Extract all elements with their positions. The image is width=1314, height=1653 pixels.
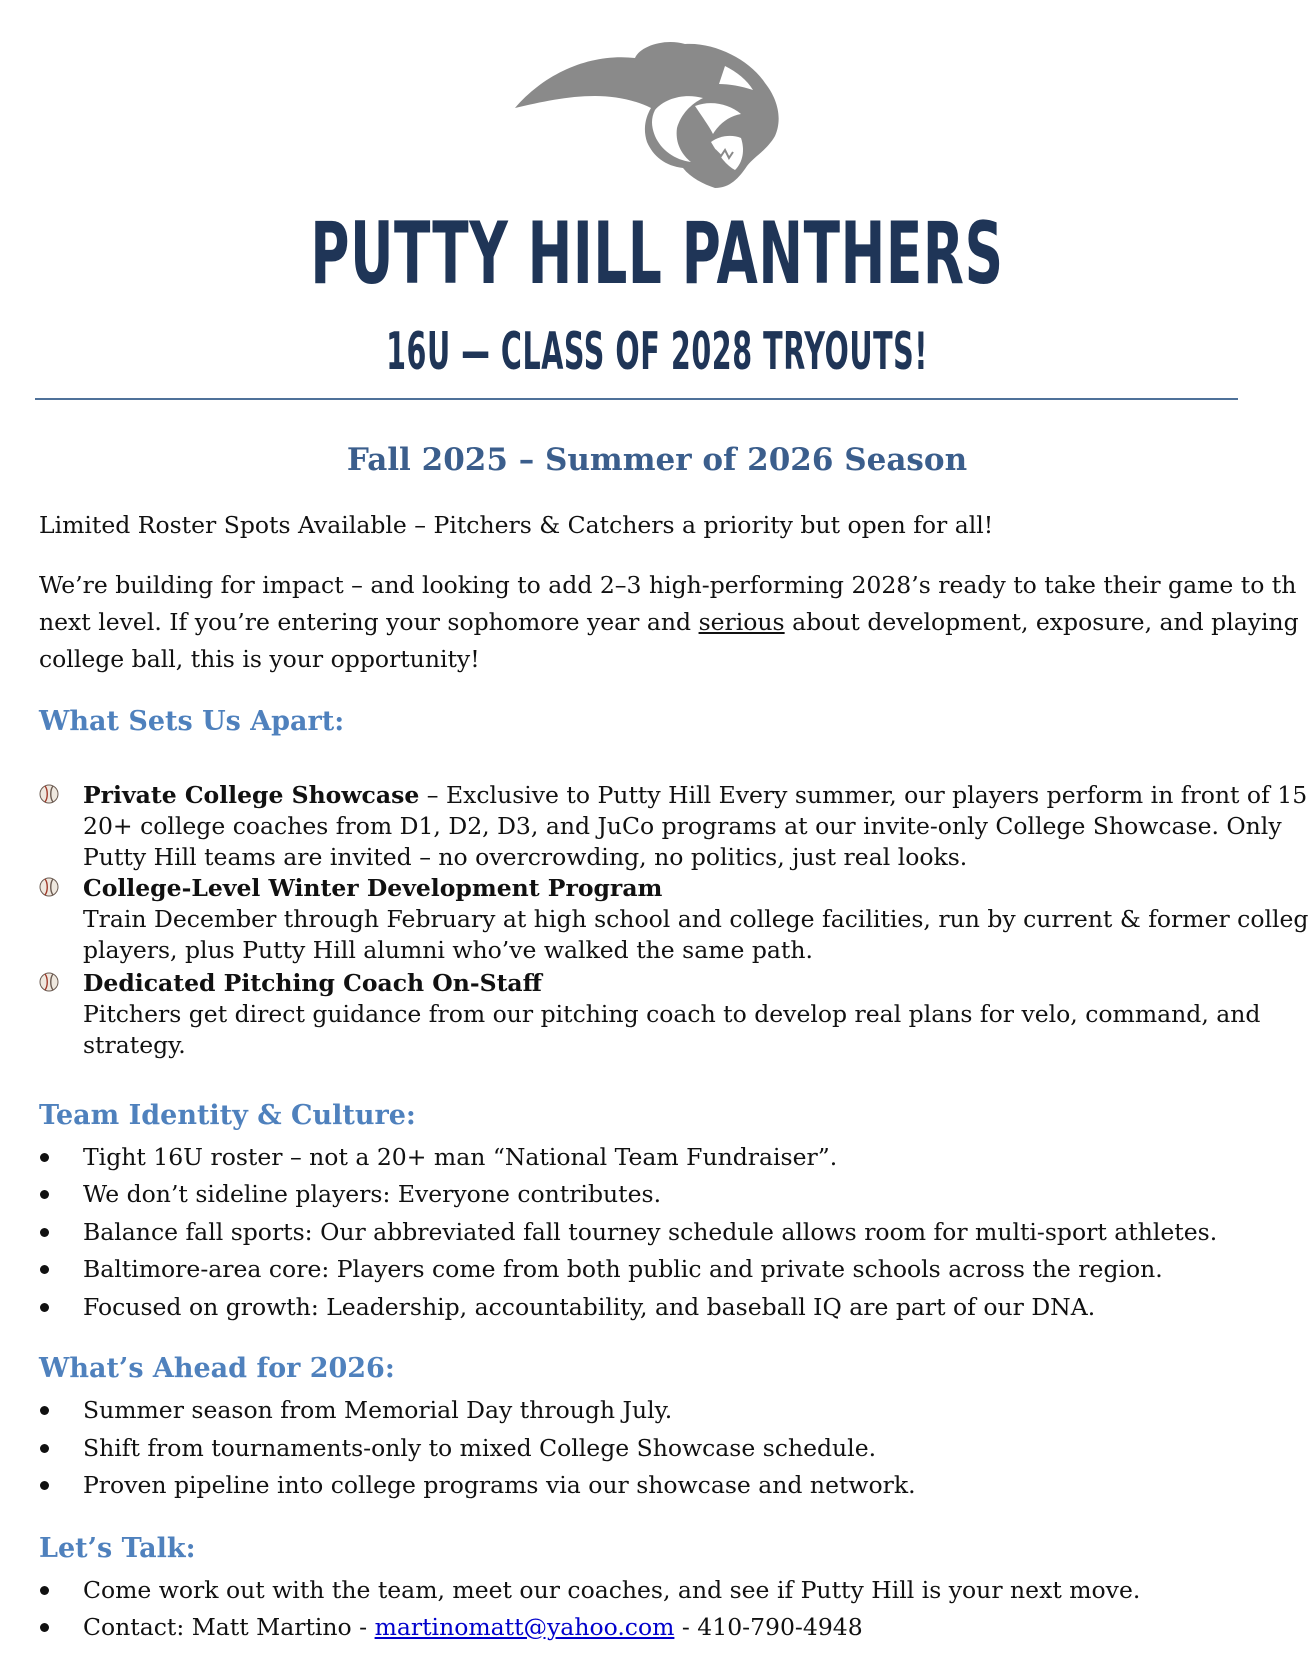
identity-heading: Team Identity & Culture: xyxy=(39,1100,416,1131)
apart-item-line1 xyxy=(83,780,1307,811)
apart-item-line2: Train December through February at high school and college facilities, run by current & former colleg xyxy=(83,905,1309,933)
apart-item-line3: strategy. xyxy=(83,1031,186,1059)
list-item-text: We don’t sideline players: Everyone contributes. xyxy=(83,1180,662,1208)
bullet-dot-icon xyxy=(40,1444,49,1453)
apart-item-line3: Putty Hill teams are invited – no overcrowding, no politics, just real looks. xyxy=(83,843,968,871)
header-divider xyxy=(35,398,1238,400)
talk-heading: Let’s Talk: xyxy=(39,1533,196,1564)
bullet-dot-icon xyxy=(40,1406,49,1415)
bullet-dot-icon xyxy=(40,1228,49,1237)
ahead-heading: What’s Ahead for 2026: xyxy=(39,1353,395,1384)
bullet-dot-icon xyxy=(40,1153,49,1162)
contact-prefix: Contact: Matt Martino - xyxy=(83,1613,375,1641)
list-item-text: Come work out with the team, meet our coaches, and see if Putty Hill is your next move. xyxy=(83,1576,1141,1604)
serious-underlined: serious xyxy=(698,608,785,636)
intro-line-3: college ball, this is your opportunity! xyxy=(39,645,480,673)
intro-line-2a: next level. If you’re entering your sophomore year and xyxy=(39,608,699,636)
apart-item-sep: – xyxy=(419,781,446,809)
season-title: Fall 2025 – Summer of 2026 Season xyxy=(346,442,968,478)
apart-item-line2: 20+ college coaches from D1, D2, D3, and JuCo programs at our invite-only College Showcase. Only xyxy=(83,812,1282,840)
apart-item-body xyxy=(83,968,1260,1061)
apart-item-title: College-Level Winter Development Program xyxy=(83,874,663,902)
apart-heading: What Sets Us Apart: xyxy=(39,706,345,737)
list-item-text: Tight 16U roster – not a 20+ man “National Team Fundraiser”. xyxy=(83,1143,838,1171)
baseball-icon xyxy=(39,877,59,897)
panther-head-logo xyxy=(515,38,785,198)
apart-item-text: Exclusive to Putty Hill Every summer, our players perform in front of 15 xyxy=(445,781,1308,809)
list-item-text: Proven pipeline into college programs via our showcase and network. xyxy=(83,1471,916,1499)
apart-item-body xyxy=(83,873,1308,966)
intro-line-2 xyxy=(39,604,1299,641)
baseball-icon xyxy=(39,784,59,804)
apart-item-line1 xyxy=(83,968,1260,999)
apart-item-line2: Pitchers get direct guidance from our pitching coach to develop real plans for velo, command, and xyxy=(83,1000,1261,1028)
team-title: PUTTY HILL PANTHERS xyxy=(310,204,1004,304)
bullet-dot-icon xyxy=(40,1265,49,1274)
apart-item-line1 xyxy=(83,873,1308,904)
bullet-dot-icon xyxy=(40,1481,49,1490)
contact-text xyxy=(83,1609,863,1645)
roster-notice: Limited Roster Spots Available – Pitchers & Catchers a priority but open for all! xyxy=(39,511,994,539)
apart-item-title: Private College Showcase xyxy=(83,781,420,809)
apart-item-body xyxy=(83,780,1307,873)
list-item-text: Baltimore-area core: Players come from both public and private schools across the region. xyxy=(83,1255,1163,1283)
contact-phone: - 410-790-4948 xyxy=(674,1613,863,1641)
list-item-text: Balance fall sports: Our abbreviated fall tourney schedule allows room for multi-sport athletes. xyxy=(83,1218,1218,1246)
list-item-text: Shift from tournaments-only to mixed College Showcase schedule. xyxy=(83,1434,877,1462)
list-item-text: Focused on growth: Leadership, accountability, and baseball IQ are part of our DNA. xyxy=(83,1293,1096,1321)
bullet-dot-icon xyxy=(40,1623,49,1632)
email-link[interactable]: martinomatt@yahoo.com xyxy=(374,1613,675,1641)
apart-item-line3: players, plus Putty Hill alumni who’ve walked the same path. xyxy=(83,936,813,964)
tryouts-subtitle: 16U — CLASS OF 2028 TRYOUTS! xyxy=(386,322,928,382)
apart-item-title: Dedicated Pitching Coach On-Staff xyxy=(83,969,542,997)
baseball-icon xyxy=(39,972,59,992)
bullet-dot-icon xyxy=(40,1190,49,1199)
list-item-text: Summer season from Memorial Day through July. xyxy=(83,1396,673,1424)
intro-line-2b: about development, exposure, and playing xyxy=(784,608,1299,636)
bullet-dot-icon xyxy=(40,1303,49,1312)
intro-line-1: We’re building for impact – and looking to add 2–3 high-performing 2028’s ready to take their game to th xyxy=(39,571,1297,599)
bullet-dot-icon xyxy=(40,1586,49,1595)
